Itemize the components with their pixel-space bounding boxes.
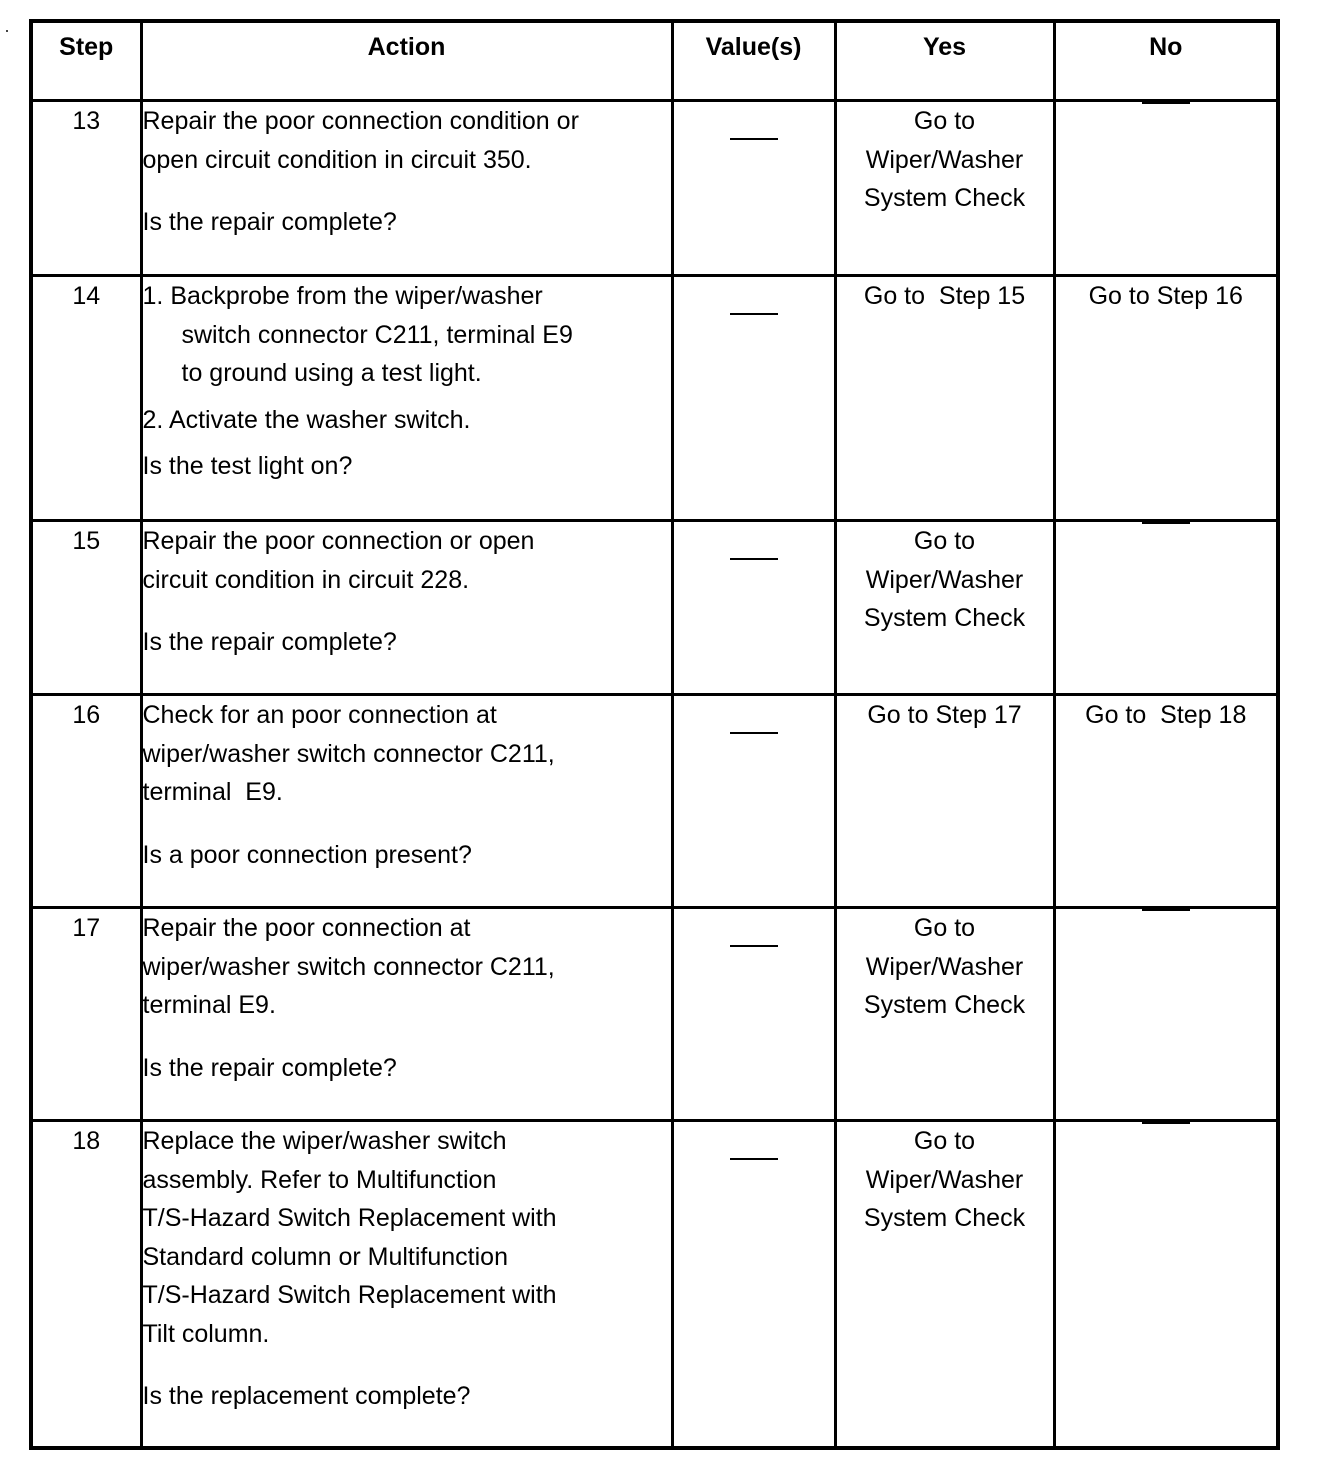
value-dash [730, 313, 778, 315]
yes-line: Go to [913, 1127, 976, 1155]
step-number: 15 [31, 521, 141, 695]
yes-line: Go to Step 17 [867, 701, 1022, 729]
value-dash [730, 945, 778, 947]
value-cell [672, 695, 835, 908]
yes-line: System Check [863, 604, 1026, 632]
header-step: Step [31, 21, 141, 101]
action-line: circuit condition in circuit 228. [142, 565, 470, 594]
action-line: open circuit condition in circuit 350. [142, 145, 532, 174]
yes-line: Wiper/Washer [865, 952, 1024, 981]
step-number: 16 [31, 695, 141, 908]
value-dash [730, 1158, 778, 1160]
yes-line: System Check [863, 184, 1026, 212]
action-line: T/S-Hazard Switch Replacement with [142, 1204, 557, 1232]
action-line: Standard column or Multifunction [142, 1242, 508, 1271]
table-row-step-17 [31, 908, 1278, 1121]
action-line: Tilt column. [142, 1319, 270, 1348]
yes-cell [835, 521, 1054, 695]
action-question: Is the replacement complete? [142, 1382, 471, 1410]
value-cell [672, 521, 835, 695]
action-cell [141, 521, 672, 695]
no-dash [1142, 1122, 1190, 1124]
action-question: Is the repair complete? [142, 1053, 397, 1082]
value-cell [672, 908, 835, 1121]
yes-line: Go to [913, 914, 976, 942]
yes-cell [835, 695, 1054, 908]
action-line: wiper/washer switch connector C211, [142, 739, 555, 768]
action-line: Replace the wiper/washer switch [142, 1127, 507, 1155]
yes-cell [835, 276, 1054, 521]
yes-line: System Check [863, 991, 1026, 1019]
action-question: Is the test light on? [142, 452, 353, 480]
no-cell [1054, 908, 1278, 1121]
no-text: Go to Step 18 [1085, 701, 1247, 729]
action-line: T/S-Hazard Switch Replacement with [142, 1281, 557, 1309]
value-dash [730, 558, 778, 560]
no-dash [1142, 909, 1190, 911]
step-number: 13 [31, 101, 141, 276]
value-cell [672, 276, 835, 521]
step-number: 14 [31, 276, 141, 521]
value-dash [730, 138, 778, 140]
action-line: Repair the poor connection or open [142, 527, 535, 555]
action-cell [141, 1121, 672, 1448]
step-number: 18 [31, 1121, 141, 1448]
action-cell [141, 695, 672, 908]
yes-cell [835, 101, 1054, 276]
no-dash [1142, 102, 1190, 104]
yes-line: Wiper/Washer [865, 1165, 1024, 1194]
header-action: Action [141, 21, 672, 101]
yes-line: Wiper/Washer [865, 145, 1024, 174]
action-line: to ground using a test light. [181, 359, 482, 387]
yes-line: Go to [913, 527, 976, 555]
action-line: terminal E9. [142, 778, 283, 806]
table-row-step-16 [31, 695, 1278, 908]
header-values: Value(s) [672, 21, 835, 101]
action-line: assembly. Refer to Multifunction [142, 1165, 497, 1194]
diagnostic-table [29, 19, 1280, 1450]
no-cell [1054, 276, 1278, 521]
action-line: Check for an poor connection at [142, 701, 497, 729]
yes-line: Go to [913, 107, 976, 135]
action-question: Is the repair complete? [142, 628, 397, 656]
table-row-step-13 [31, 101, 1278, 276]
value-glyph: — [0, 0, 1, 1]
item-number: 1. [142, 282, 164, 310]
header-yes: Yes [835, 21, 1054, 101]
action-line: Repair the poor connection at [142, 914, 471, 942]
yes-line: Wiper/Washer [865, 565, 1024, 594]
value-cell [672, 1121, 835, 1448]
no-cell [1054, 1121, 1278, 1448]
yes-cell [835, 1121, 1054, 1448]
no-cell [1054, 521, 1278, 695]
header-row [31, 21, 1278, 101]
no-text: Go to Step 16 [1088, 282, 1243, 310]
table-row-step-14 [31, 276, 1278, 521]
value-dash [730, 732, 778, 734]
action-line: wiper/washer switch connector C211, [142, 952, 555, 981]
no-cell [1054, 101, 1278, 276]
action-line: 2. Activate the washer switch. [142, 405, 471, 434]
no-cell [1054, 695, 1278, 908]
action-cell [141, 101, 672, 276]
table-row-step-18 [31, 1121, 1278, 1448]
table-row-step-15 [31, 521, 1278, 695]
action-question: Is the repair complete? [142, 208, 397, 236]
action-line: terminal E9. [142, 991, 276, 1019]
item-number: 2. [142, 405, 164, 434]
action-line: Repair the poor connection condition or [142, 107, 579, 135]
action-line: 1. Backprobe from the wiper/washer [142, 282, 543, 310]
no-dash [1142, 522, 1190, 524]
action-line: switch connector C211, terminal E9 [181, 320, 573, 349]
action-cell [141, 276, 672, 521]
value-cell [672, 101, 835, 276]
scan-speck [6, 30, 8, 32]
action-cell [141, 908, 672, 1121]
yes-line: Go to Step 15 [863, 282, 1026, 310]
yes-line: System Check [863, 1204, 1026, 1232]
step-number: 17 [31, 908, 141, 1121]
header-no: No [1054, 21, 1278, 101]
yes-cell [835, 908, 1054, 1121]
action-question: Is a poor connection present? [142, 840, 472, 869]
